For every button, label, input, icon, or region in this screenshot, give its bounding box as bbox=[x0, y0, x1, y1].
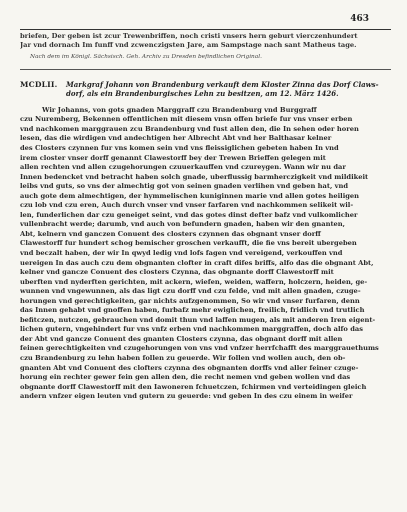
body-line: uereigen In das auch czu dem obgnanten clofter in craft difes briffs, alfo das die obgnant Abt, bbox=[20, 258, 374, 267]
section-divider bbox=[20, 69, 391, 70]
body-line: kelner vnd gancze Conuent des closters Czynna, das obgnante dorff Clawestorff mit bbox=[20, 268, 334, 277]
body-line: irem closter vnser dorff genannt Clawestorff bey der Trewen Brieffen gelegen mit bbox=[20, 153, 326, 162]
body-line: lichen gutern, vngehindert fur vns vnfz erben vnd nachkommen marggraffen, doch alfo das bbox=[20, 325, 363, 334]
body-line: der Abt vnd gancze Conuent des gnanten Closters czynna, das obgnant dorff mit allen bbox=[20, 334, 343, 343]
title-line: dorf, als ein Brandenburgisches Lehn zu besitzen, am 12. März 1426. bbox=[66, 88, 339, 98]
continued-text bbox=[20, 32, 391, 51]
body-line: czu lob vnd czu eren, Auch durch vnser vnd vnser farfaren vnd nachkommen selikeit wil- bbox=[20, 201, 354, 210]
page-number: 463 bbox=[350, 14, 369, 24]
body-line: lesen, das die wirdigen vnd andechtigen her Albrecht Abt vnd her Balthasar kelner bbox=[20, 134, 332, 143]
body-line: vnd nachkomen marggrauen zcu Brandenburg vnd fust allen den, die In sehen oder horen bbox=[20, 124, 359, 133]
continued-line: briefen, Der geben ist zcur Trewenbriffen, noch cristi vnsers hern geburt vierczenhundert bbox=[20, 32, 358, 40]
body-line: das Innen gehabt vnd gnoffen haben, furbafz mehr ewiglichen, freilich, fridlich vnd trutlich bbox=[20, 306, 365, 315]
document-number: MCDLII. bbox=[20, 79, 58, 89]
source-note: Nach dem im Königl. Sächsisch. Geh. Archiv zu Dresden befindlichen Original. bbox=[30, 53, 262, 60]
body-line: befitczen, nutczen, gebrauchen vnd domit thun vnd laffen mugen, als mit anderen Iren eigent- bbox=[20, 315, 376, 324]
title-line: Markgraf Johann von Brandenburg verkauft dem Kloster Zinna das Dorf Claws- bbox=[66, 79, 379, 89]
body-line: czu Nuremberg, Bekennen offentlichen mit diesem vnsn offen briefe fur vns vnser erben bbox=[20, 115, 353, 124]
body-line: vnd beczalt haben, der wir In qwyd ledig vnd lofs fagen vnd vereigend, verkouffen vnd bbox=[20, 249, 343, 258]
body-line: Innen bedencket vnd betracht haben solch gnade, uberflussig barmherczigkeit vnd mildikeit bbox=[20, 172, 369, 181]
body-line: des Closters czynnen fur vns komen sein vnd vns fleissiglichen gebeten haben In vnd bbox=[20, 144, 339, 152]
body-line: Wir Johanns, von gots gnaden Marggraff czu Brandenburg vnd Burggraff bbox=[42, 105, 317, 114]
document-heading bbox=[20, 80, 391, 98]
body-line: obgnante dorff Clawestorff mit den Iawoneren fchuetczen, fchirmen vnd verteidingen gleich bbox=[20, 382, 367, 391]
body-line: auch gote dem almechtigen, der hymmelischen kuniginnen marie vnd allen gotes heiligen bbox=[20, 191, 360, 200]
body-line: horungen vnd gerechtigkeiten, gar nichts aufzgenommen, So wir vnd vnser furfaren, denn bbox=[20, 296, 360, 305]
document-body bbox=[20, 106, 391, 402]
body-line: len, funderlichen dar czu geneiget seint, vnd das gotes dinst defter bafz vnd vulkomlicher bbox=[20, 210, 358, 219]
body-line: Abt, kelnern vnd ganczen Conuent des closters czynnen das obgnant vnser dorff bbox=[20, 229, 321, 238]
body-line: Clawestorff fur hundert schog bemischer groschen verkaufft, die fie vns bereit ubergeben bbox=[20, 239, 357, 248]
body-line: wunnen vnd vngewunnen, als das ligt czu dorff vnd czu felde, vnd mit allen gnaden, czuge- bbox=[20, 287, 361, 296]
body-line: feinen gerechtigkeiten vnd czugehorungen von vns vnd vnfzer herrfchafft des marggrauethums bbox=[20, 344, 379, 353]
body-line: andern vnfzer eigen leuten vnd gutern zu geuerde: vnd geben In des czu einem in weifer bbox=[20, 392, 353, 401]
body-line: vullenbracht werde; darumb, vnd auch von befundern gnaden, haben wir den gnanten, bbox=[20, 220, 345, 229]
header-rule bbox=[20, 29, 391, 30]
body-line: allen rechten vnd allen czugehorungen czuuerkauffen vnd czureygen. Wann wir nu dar bbox=[20, 163, 346, 172]
document-title bbox=[66, 80, 391, 98]
body-line: czu Brandenburg zu lehn haben follen zu geuerde. Wir follen vnd wollen auch, den ob- bbox=[20, 354, 346, 363]
body-line: leibs vnd guts, so vns der almechtig got von seinen gnaden verlihen vnd geben hat, vnd bbox=[20, 182, 349, 191]
continued-line: Jar vnd dornach Im funff vnd zcwenczigsten Jare, am Sampstage nach sant Matheus tage. bbox=[20, 41, 357, 50]
body-line: uberften vnd nyderften gerichten, mit ackern, wiefen, weiden, waffern, holczern, heiden, ge- bbox=[20, 277, 368, 286]
body-line: gnanten Abt vnd Conuent des clofters czynna des obgnanten dorffs vnd aller feiner czuge- bbox=[20, 363, 359, 372]
body-line: horung ein rechter gewer fein gen allen den, die recht nemen vnd geben wollen vnd das bbox=[20, 373, 351, 382]
